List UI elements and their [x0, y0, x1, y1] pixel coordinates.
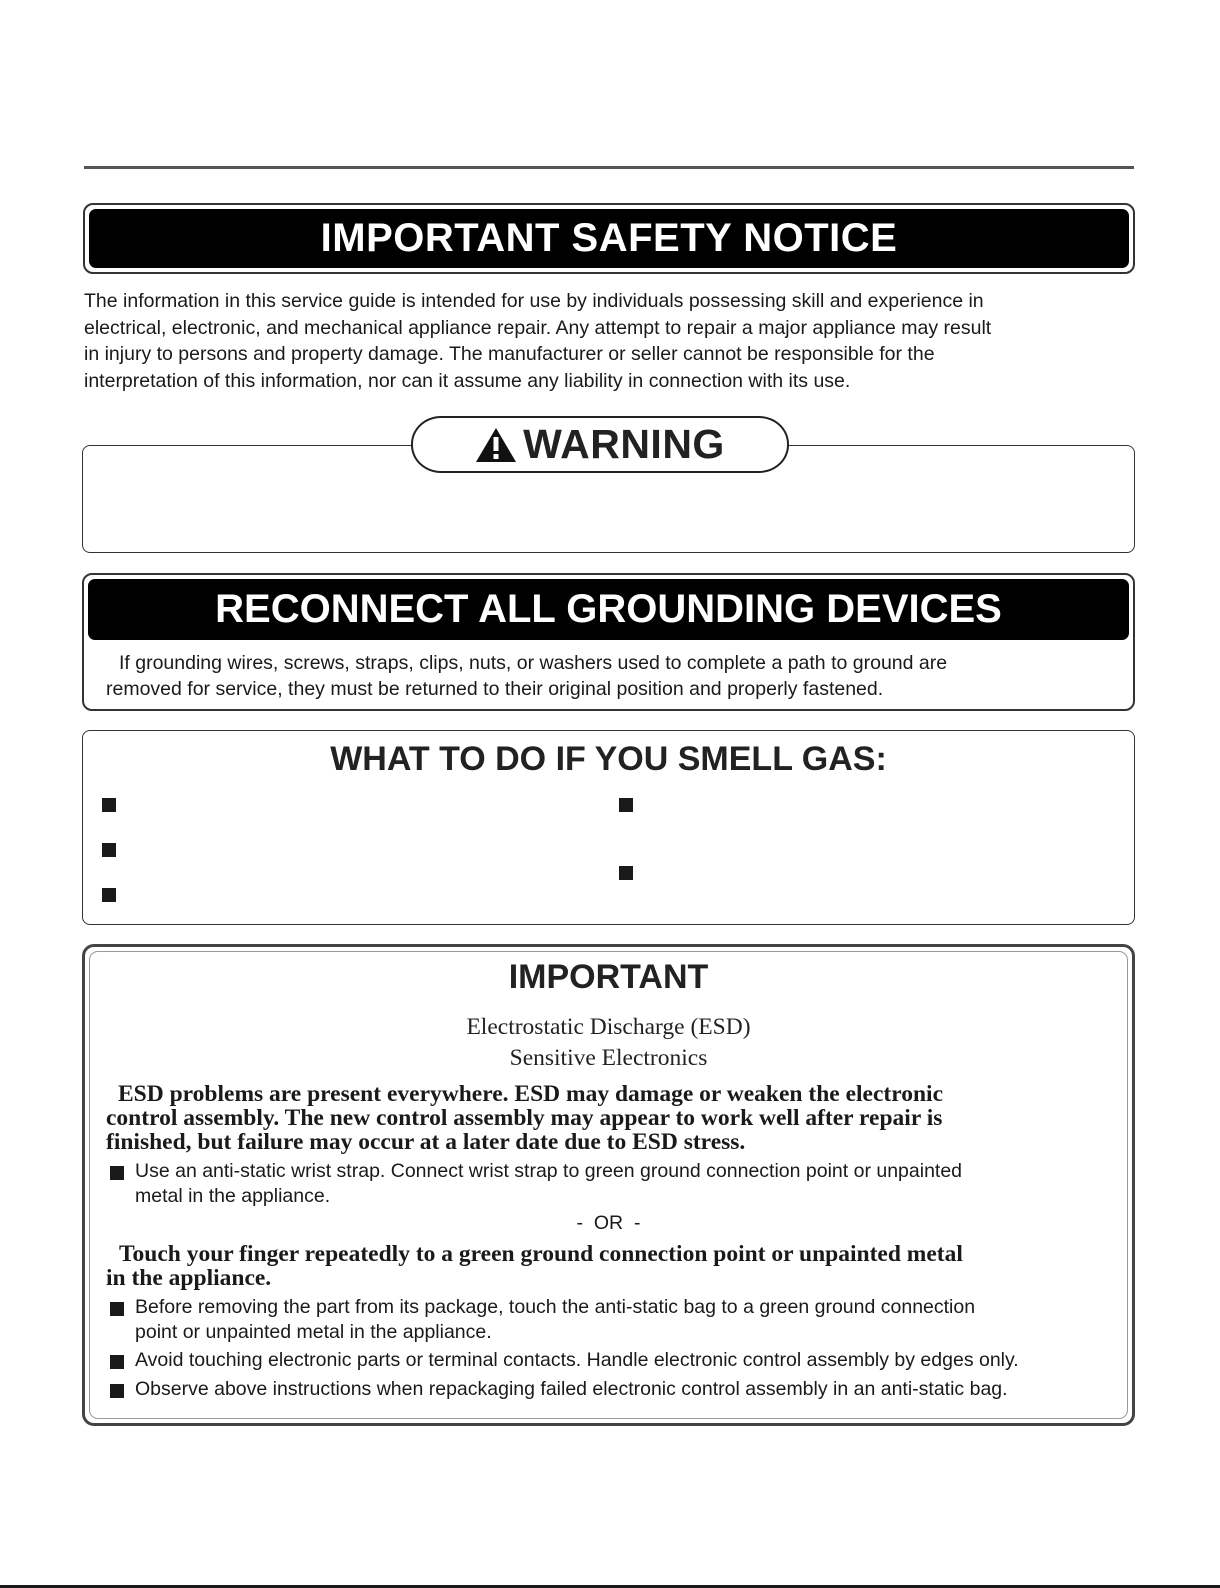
gas-title: WHAT TO DO IF YOU SMELL GAS: [330, 740, 887, 778]
esd-intro-line: control assembly. The new control assembly may appear to work well after repair is [106, 1105, 943, 1131]
safety-notice-text [84, 288, 1134, 394]
esd-bullet-package [135, 1295, 1125, 1344]
esd-bullet-line: Avoid touching electronic parts or terminal contacts. Handle electronic control assembly by edges only. [135, 1349, 1019, 1371]
safety-notice-line: The information in this service guide is intended for use by individuals possessing skill and experience in [84, 290, 984, 312]
esd-intro-line: finished, but failure may occur at a later date due to ESD stress. [106, 1129, 746, 1155]
esd-bullet-line: Use an anti-static wrist strap. Connect wrist strap to green ground connection point or unpainted [135, 1160, 963, 1182]
esd-bullet-marker [110, 1384, 124, 1398]
esd-subtitle-2: Sensitive Electronics [509, 1045, 708, 1071]
esd-bullet-wrist-strap [135, 1159, 1125, 1208]
gas-bullet-marker [619, 866, 633, 880]
grounding-title: RECONNECT ALL GROUNDING DEVICES [88, 579, 1129, 640]
warning-label [411, 416, 789, 473]
esd-subtitle: Electrostatic Discharge (ESD) [466, 1014, 751, 1040]
grounding-text [106, 650, 1126, 702]
esd-or-separator: - OR - [576, 1212, 641, 1234]
grounding-line: If grounding wires, screws, straps, clips, nuts, or washers used to complete a path to ground are [119, 652, 948, 674]
esd-intro [106, 1082, 1126, 1154]
grounding-line: removed for service, they must be returned to their original position and properly fastened. [106, 678, 884, 700]
warning-triangle-icon [475, 427, 517, 463]
esd-bullet-marker [110, 1302, 124, 1316]
esd-intro-line: ESD problems are present everywhere. ESD may damage or weaken the electronic [118, 1081, 944, 1107]
esd-touch-line: Touch your finger repeatedly to a green ground connection point or unpainted metal [119, 1241, 963, 1267]
safety-notice-line: interpretation of this information, nor can it assume any liability in connection with its use. [84, 369, 851, 392]
safety-notice-title: IMPORTANT SAFETY NOTICE [89, 209, 1129, 268]
safety-notice-banner [83, 203, 1135, 274]
esd-touch-instruction [106, 1242, 1126, 1290]
gas-bullet-marker [619, 798, 633, 812]
top-rule [84, 166, 1134, 169]
gas-bullet-marker [102, 843, 116, 857]
esd-bullet-line: point or unpainted metal in the appliance. [135, 1320, 492, 1343]
esd-title: IMPORTANT [508, 958, 709, 996]
safety-notice-line: electrical, electronic, and mechanical appliance repair. Any attempt to repair a major appliance may result [84, 316, 992, 339]
esd-bullet-repackaging [135, 1377, 1125, 1402]
esd-bullet-line: metal in the appliance. [135, 1184, 331, 1207]
esd-bullet-marker [110, 1166, 124, 1180]
esd-bullet-line: Before removing the part from its package, touch the anti-static bag to a green ground connection [135, 1296, 976, 1318]
esd-bullet-line: Observe above instructions when repackaging failed electronic control assembly in an anti-static bag. [135, 1378, 1008, 1400]
esd-bullet-avoid-touching [135, 1348, 1125, 1373]
gas-bullet-marker [102, 798, 116, 812]
safety-notice-line: in injury to persons and property damage. The manufacturer or seller cannot be responsible for the [84, 343, 935, 365]
gas-bullet-marker [102, 888, 116, 902]
warning-text: WARNING [523, 421, 725, 467]
esd-touch-line: in the appliance. [106, 1265, 272, 1291]
esd-bullet-marker [110, 1355, 124, 1369]
